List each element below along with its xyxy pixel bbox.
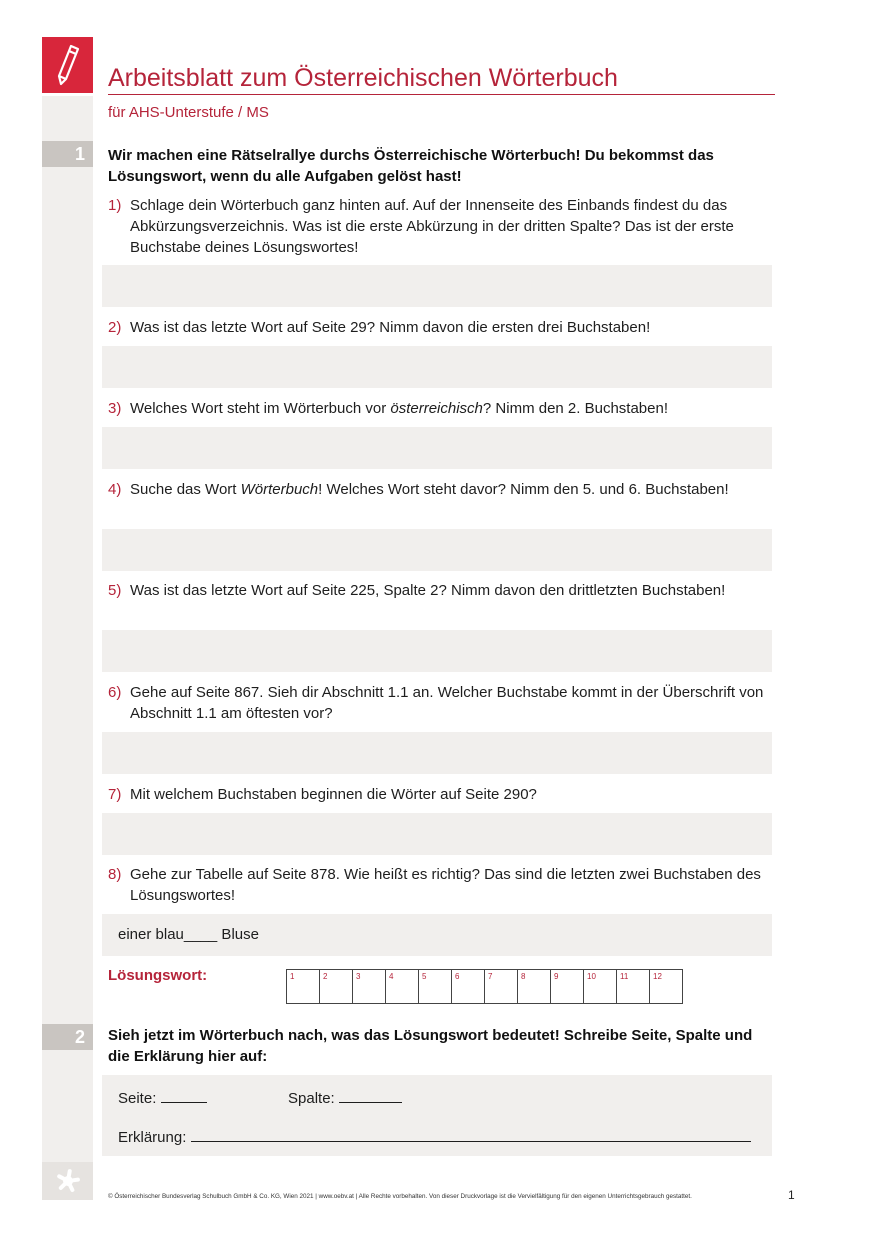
task-text: Gehe zur Tabelle auf Seite 878. Wie heißt es richtig? Das sind die letzten zwei Buchstaben des Lösungswortes! (130, 866, 761, 904)
task-text-part: Welches Wort steht im Wörterbuch vor (130, 400, 391, 417)
solution-cell-number: 7 (488, 972, 493, 981)
page-subtitle: für AHS-Unterstufe / MS (108, 104, 269, 121)
solution-cell[interactable] (353, 970, 386, 1003)
answer-field-2[interactable] (102, 346, 772, 388)
task-text-part: ! Welches Wort steht davor? Nimm den 5. und 6. Buchstaben! (318, 481, 729, 498)
solution-cell[interactable] (419, 970, 452, 1003)
task-1 (108, 195, 773, 258)
spalte-line[interactable] (339, 1088, 402, 1103)
task-6 (108, 682, 773, 724)
task-text: Mit welchem Buchstaben beginnen die Wörter auf Seite 290? (130, 786, 537, 803)
solution-cell-number: 9 (554, 972, 559, 981)
solution-cell-number: 4 (389, 972, 394, 981)
puzzle-star-icon (55, 1168, 81, 1194)
task-number: 6) (108, 684, 122, 701)
seite-label: Seite: (118, 1090, 157, 1107)
sample-blank[interactable]: ____ (183, 926, 218, 943)
solution-cell[interactable] (650, 970, 683, 1003)
seite-field[interactable] (118, 1088, 207, 1107)
solution-cell[interactable] (584, 970, 617, 1003)
spalte-label: Spalte: (288, 1090, 335, 1107)
sample-phrase (118, 926, 259, 943)
task-number: 5) (108, 582, 122, 599)
solution-cell[interactable] (518, 970, 551, 1003)
erklaerung-label: Erklärung: (118, 1129, 187, 1146)
logo-box (42, 37, 93, 93)
task-3 (108, 398, 773, 419)
section-2-heading: Sieh jetzt im Wörterbuch nach, was das Lösungswort bedeutet! Schreibe Seite, Spalte und die Erklärung hier auf: (108, 1027, 753, 1065)
copyright-footer: © Österreichischer Bundesverlag Schulbuch GmbH & Co. KG, Wien 2021 | www.oebv.at | Alle Rechte vorbehalten. Von dieser Druckvorlage ist die Vervielfältigung für den eigenen Unterrichtsgebrauch gestattet. (108, 1193, 692, 1200)
task-2 (108, 317, 773, 338)
solution-cell[interactable] (386, 970, 419, 1003)
sample-after: Bluse (217, 926, 259, 943)
page-title: Arbeitsblatt zum Österreichischen Wörterbuch (108, 64, 618, 92)
task-text: Schlage dein Wörterbuch ganz hinten auf. Auf der Innenseite des Einbands findest du das Abkürzungsverzeichnis. Was ist die erste Abkürzung in der dritten Spalte? Das ist der erste Buchstabe deines Lösungswortes! (130, 197, 734, 256)
section-1-heading: Wir machen eine Rätselrallye durchs Österreichische Wörterbuch! Du bekommst das Lösungswort, wenn du alle Aufgaben gelöst hast! (108, 147, 714, 185)
solution-cell-number: 10 (587, 972, 596, 981)
task-number: 4) (108, 481, 122, 498)
solution-grid (286, 969, 683, 1004)
footer-icon-box (42, 1162, 93, 1200)
task-8 (108, 864, 773, 906)
solution-cell-number: 1 (290, 972, 295, 981)
title-rule (108, 94, 775, 95)
seite-line[interactable] (161, 1088, 207, 1103)
task-text (130, 479, 773, 500)
solution-cell-number: 2 (323, 972, 328, 981)
answer-field-1[interactable] (102, 265, 772, 307)
erklaerung-line[interactable] (191, 1127, 751, 1142)
task-text: Was ist das letzte Wort auf Seite 29? Nimm davon die ersten drei Buchstaben! (130, 319, 651, 336)
solution-cell-number: 3 (356, 972, 361, 981)
solution-cell-number: 8 (521, 972, 526, 981)
solution-cell-number: 5 (422, 972, 427, 981)
task-text: Was ist das letzte Wort auf Seite 225, Spalte 2? Nimm davon den drittletzten Buchstaben! (130, 582, 726, 599)
task-text-part: Suche das Wort (130, 481, 241, 498)
task-text-part: ? Nimm den 2. Buchstaben! (482, 400, 669, 417)
solution-cell[interactable] (452, 970, 485, 1003)
side-strip (42, 96, 93, 1162)
task-text: Gehe auf Seite 867. Sieh dir Abschnitt 1.1 an. Welcher Buchstabe kommt in der Überschrift von Abschnitt 1.1 am öftesten vor? (130, 684, 764, 722)
pencil-icon (55, 43, 81, 87)
task-7 (108, 784, 773, 805)
answer-field-4[interactable] (102, 529, 772, 571)
task-4 (108, 479, 773, 500)
spalte-field[interactable] (288, 1088, 402, 1107)
section-number-2: 2 (42, 1024, 93, 1050)
solution-cell-number: 11 (620, 972, 629, 981)
answer-field-3[interactable] (102, 427, 772, 469)
answer-field-5[interactable] (102, 630, 772, 672)
section-number-1: 1 (42, 141, 93, 167)
answer-field-7[interactable] (102, 813, 772, 855)
task-number: 3) (108, 400, 122, 417)
task-text-emphasis: Wörterbuch (240, 481, 319, 498)
task-text-emphasis: österreichisch (390, 400, 483, 417)
solution-cell-number: 6 (455, 972, 460, 981)
task-5 (108, 580, 773, 601)
task-text (130, 398, 773, 419)
task-number: 8) (108, 866, 122, 883)
solution-cell-number: 12 (653, 972, 662, 981)
task-number: 7) (108, 786, 122, 803)
solution-cell[interactable] (320, 970, 353, 1003)
solution-label: Lösungswort: (108, 967, 208, 984)
solution-cell[interactable] (551, 970, 584, 1003)
page-number: 1 (788, 1188, 795, 1202)
solution-cell[interactable] (287, 970, 320, 1003)
erklaerung-field[interactable] (118, 1127, 751, 1146)
task-number: 2) (108, 319, 122, 336)
task-number: 1) (108, 197, 122, 214)
answer-field-6[interactable] (102, 732, 772, 774)
solution-cell[interactable] (617, 970, 650, 1003)
solution-cell[interactable] (485, 970, 518, 1003)
sample-before: einer blau (118, 926, 184, 943)
